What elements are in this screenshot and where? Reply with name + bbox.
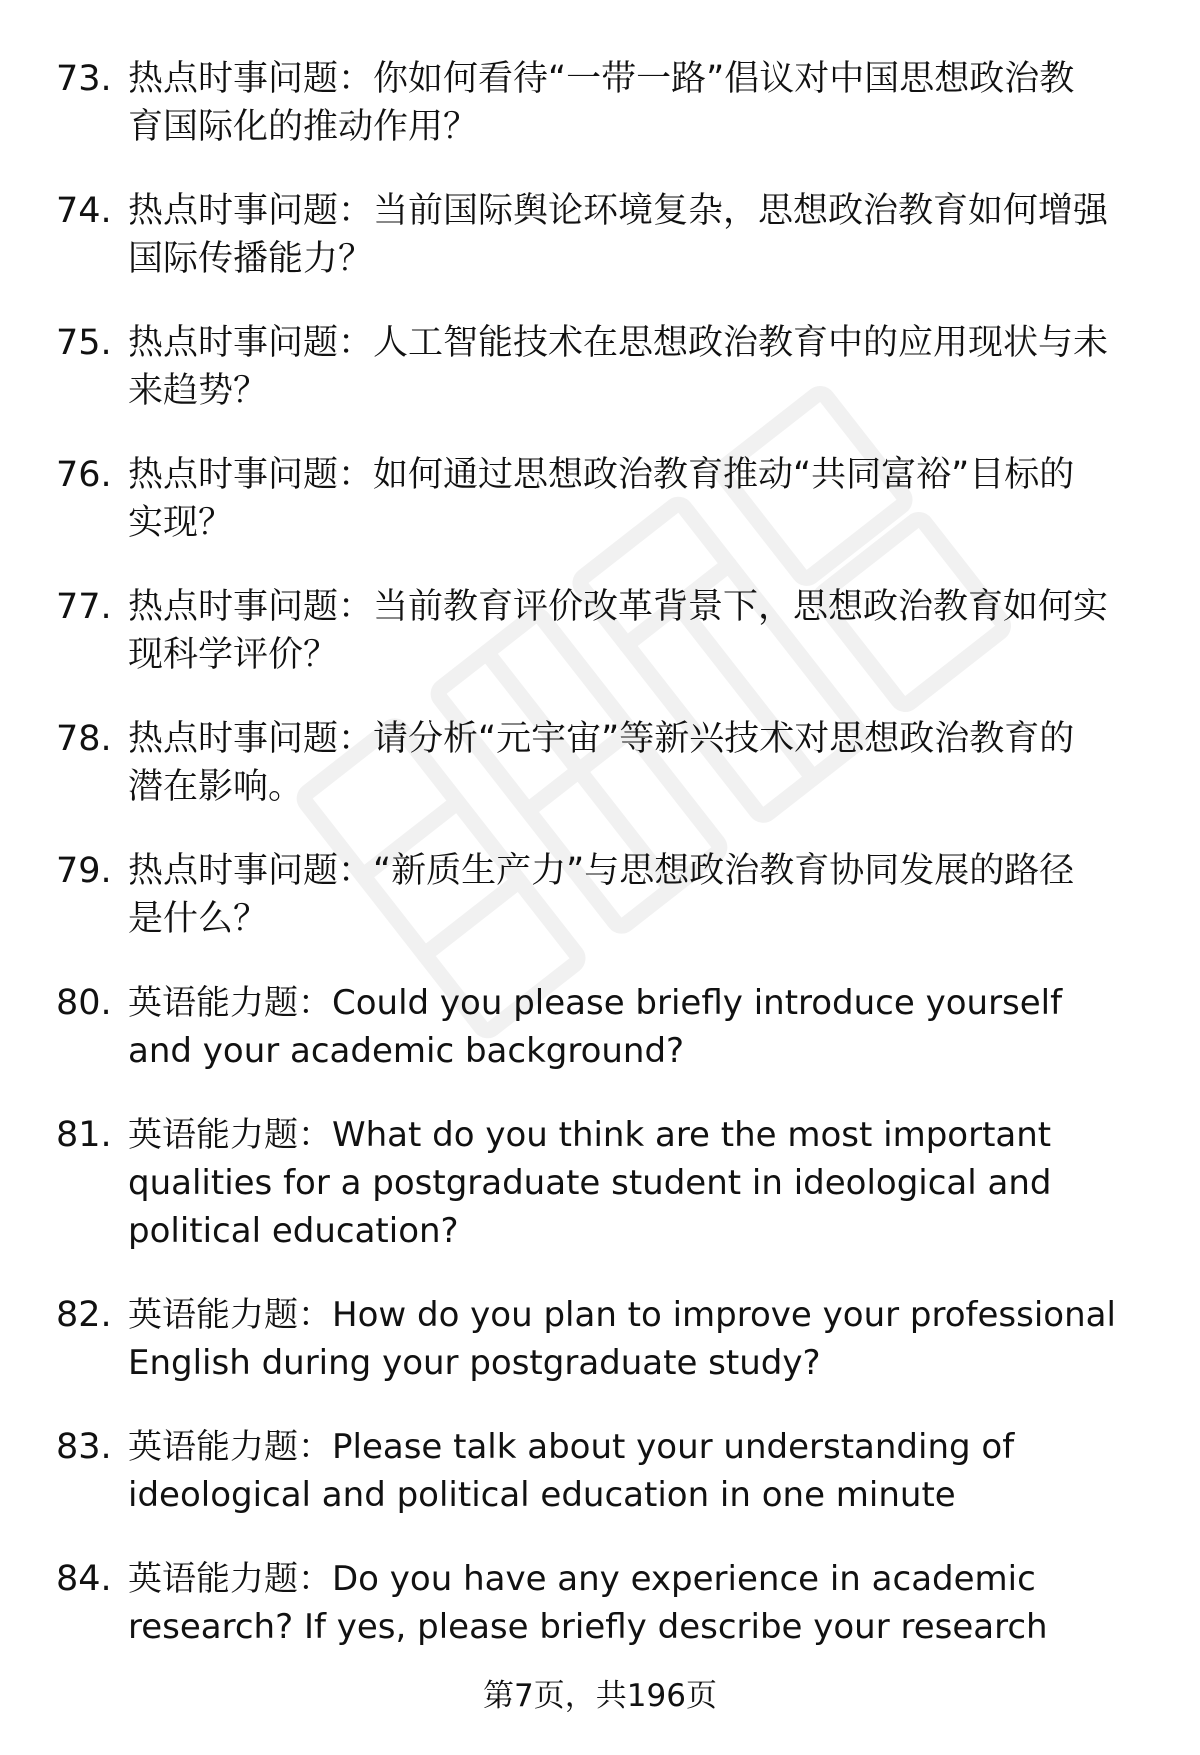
question-line: 热点时事问题：“新质生产力”与思想政治教育协同发展的路径	[128, 851, 1075, 891]
page-footer: 第7页，共196页	[483, 1678, 717, 1714]
question-line: 国际传播能力？	[128, 239, 374, 279]
question-item	[0, 979, 1200, 1075]
question-line: 育国际化的推动作用？	[128, 107, 479, 147]
question-text	[128, 1291, 1158, 1387]
question-line: 现科学评价？	[128, 635, 339, 675]
question-text	[128, 319, 1158, 415]
question-item	[0, 1111, 1200, 1255]
question-line: 热点时事问题：当前教育评价改革背景下，思想政治教育如何实	[128, 587, 1109, 627]
question-item	[0, 187, 1200, 283]
question-item	[0, 319, 1200, 415]
question-text	[128, 847, 1158, 943]
question-number: 73.	[56, 59, 112, 99]
question-number: 80.	[56, 983, 112, 1023]
question-number: 74.	[56, 191, 112, 231]
question-item	[0, 847, 1200, 943]
question-text	[128, 715, 1158, 811]
question-line: 热点时事问题：你如何看待“一带一路”倡议对中国思想政治教	[128, 59, 1075, 99]
question-text	[128, 979, 1158, 1075]
question-number: 83.	[56, 1427, 112, 1467]
question-line: 热点时事问题：人工智能技术在思想政治教育中的应用现状与未	[128, 323, 1109, 363]
question-text	[128, 187, 1158, 283]
question-item	[0, 1423, 1200, 1519]
question-number: 79.	[56, 851, 112, 891]
question-text	[128, 1555, 1158, 1651]
question-line: qualities for a postgraduate student in ideological and	[128, 1163, 1052, 1203]
question-line: 英语能力题：Could you please briefly introduce yourself	[128, 983, 1063, 1023]
question-item	[0, 1291, 1200, 1387]
question-number: 84.	[56, 1559, 112, 1599]
question-line: 实现？	[128, 503, 234, 543]
question-line: research? If yes, please briefly describe your research	[128, 1607, 1048, 1647]
question-number: 76.	[56, 455, 112, 495]
question-line: and your academic background?	[128, 1031, 685, 1071]
question-line: 英语能力题：How do you plan to improve your professional	[128, 1295, 1116, 1335]
question-line: political education?	[128, 1211, 459, 1251]
question-text	[128, 583, 1158, 679]
question-line: 英语能力题：Please talk about your understanding of	[128, 1427, 1015, 1467]
question-line: ideological and political education in one minute	[128, 1475, 956, 1515]
question-line: 热点时事问题：如何通过思想政治教育推动“共同富裕”目标的	[128, 455, 1075, 495]
question-number: 77.	[56, 587, 112, 627]
question-list	[0, 55, 1200, 1687]
question-text	[128, 55, 1158, 151]
question-item	[0, 451, 1200, 547]
question-line: 潜在影响。	[128, 767, 304, 807]
question-line: 热点时事问题：当前国际舆论环境复杂，思想政治教育如何增强	[128, 191, 1109, 231]
question-item	[0, 55, 1200, 151]
question-text	[128, 1423, 1158, 1519]
question-item	[0, 1555, 1200, 1651]
question-line: 是什么？	[128, 899, 269, 939]
question-number: 75.	[56, 323, 112, 363]
question-item	[0, 583, 1200, 679]
question-number: 82.	[56, 1295, 112, 1335]
question-number: 81.	[56, 1115, 112, 1155]
question-line: 热点时事问题：请分析“元宇宙”等新兴技术对思想政治教育的	[128, 719, 1075, 759]
question-line: 英语能力题：Do you have any experience in academic	[128, 1559, 1036, 1599]
question-line: English during your postgraduate study?	[128, 1343, 821, 1383]
question-text	[128, 1111, 1158, 1255]
question-line: 来趋势？	[128, 371, 269, 411]
question-item	[0, 715, 1200, 811]
question-line: 英语能力题：What do you think are the most important	[128, 1115, 1052, 1155]
question-text	[128, 451, 1158, 547]
question-number: 78.	[56, 719, 112, 759]
